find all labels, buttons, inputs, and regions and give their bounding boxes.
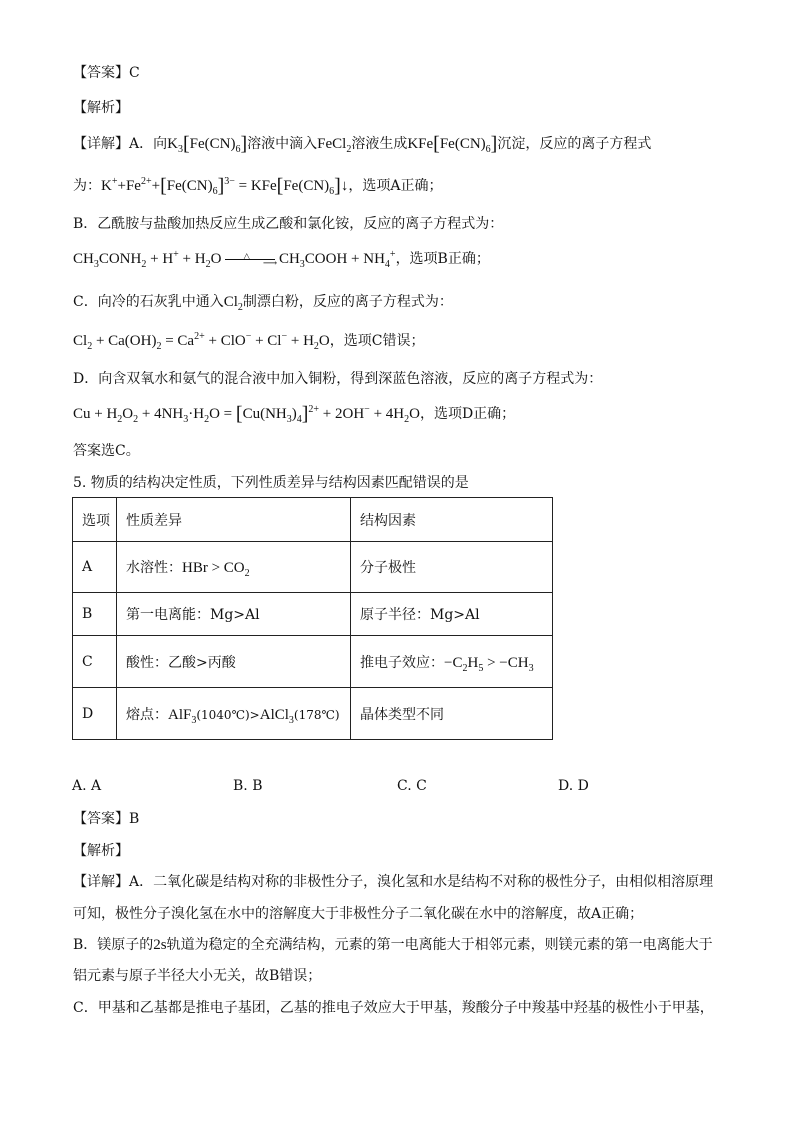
row-factor: [351, 636, 553, 688]
row-option: C: [73, 636, 117, 688]
equation-c: $Cl_2 + Ca(OH)_2 = Ca^{2+} + ClO^- + Cl^- + H_2O$: [73, 331, 330, 352]
c-text: C．向冷的石灰乳中通入: [73, 294, 224, 310]
row-c-formula: $-C_2H_5 > -CH_3$: [444, 654, 534, 674]
formula-kfefecn6: $KFe[Fe(CN)_6]$: [407, 133, 498, 155]
row-d-v1: (1040℃)>: [196, 707, 260, 722]
analysis-label-2: 【解析】: [73, 843, 129, 859]
row-option: A: [73, 542, 117, 593]
question-5-table: [72, 497, 553, 740]
header-option: 选项: [73, 498, 117, 542]
row-d-formula1: AlF$_3$: [168, 706, 197, 726]
row-factor: 原子半径：Mg>Al: [351, 593, 553, 636]
eq-c-tail: ，选项C错误；: [329, 333, 425, 349]
formula-fecl2: FeCl$_2$: [317, 136, 352, 155]
row-factor: 分子极性: [351, 542, 553, 593]
header-factor: 结构因素: [351, 498, 553, 542]
table-row: [73, 542, 553, 593]
row-property: 酸性：乙酸>丙酸: [117, 636, 351, 688]
row-c-factor: 推电子效应：: [360, 654, 444, 671]
row-a-formula: HBr > $CO_2$: [182, 560, 250, 579]
detail-end: 沉淀，反应的离子方程式: [497, 136, 652, 152]
formula-k3fecn6: $K_3[Fe(CN)_6]$: [167, 133, 248, 155]
row-option: B: [73, 593, 117, 636]
b1a: B．镁原子的: [73, 937, 154, 953]
option-d: D. D: [558, 778, 589, 794]
conclusion: 答案选C。: [73, 443, 140, 459]
row-factor: 晶体类型不同: [351, 688, 553, 740]
detail2-b2: 铝元素与原子半径大小无关，故B错误；: [73, 968, 322, 984]
row-property: [117, 688, 351, 740]
equation-b: $CH_3CONH_2 + H^+ + H_2O$ △ ⟶ $CH_3COOH + NH_4^+$: [73, 249, 396, 270]
row-property: 第一电离能：Mg>Al: [117, 593, 351, 636]
detail-mid2: 溶液生成: [351, 136, 408, 152]
detail-lead: 【详解】A．向: [73, 136, 168, 152]
detail2-a2: 可知，极性分子溴化氢在水中的溶解度大于非极性分子二氧化碳在水中的溶解度，故A正确；: [73, 906, 644, 922]
row-property: [117, 542, 351, 593]
equation-d-line: [73, 404, 515, 424]
detail2-c1: C．甲基和乙基都是推电子基团，乙基的推电子效应大于甲基，羧酸分子中羧基中羟基的极性小于甲基，: [73, 1000, 714, 1016]
equation-c-line: [73, 331, 424, 351]
c-text2: 制漂白粉，反应的离子方程式为：: [242, 294, 453, 310]
option-d-text: D．向含双氧水和氨气的混合液中加入铜粉，得到深蓝色溶液，反应的离子方程式为：: [73, 371, 603, 387]
table-row: [73, 688, 553, 740]
eq-d-tail: ，选项D正确；: [419, 406, 516, 422]
eq-a-tail: ，选项A正确；: [348, 178, 443, 194]
detail-a-line: [73, 134, 651, 154]
eq-b-tail: ，选项B正确；: [395, 251, 490, 267]
heat-arrow-icon: △ ⟶: [225, 259, 275, 260]
b1b: 2s: [153, 937, 167, 953]
detail-mid1: 溶液中滴入: [247, 136, 318, 152]
formula-cl2: $Cl_2$: [223, 294, 243, 313]
equation-d: $Cu + H_2O_2 + 4NH_3\cdot H_2O = [Cu(NH_3)_4]^{2+} + 2OH^- + 4H_2O$: [73, 403, 420, 425]
row-d-prop: 熔点：: [126, 706, 168, 723]
table-row: [73, 636, 553, 688]
option-b-text: B．乙酰胺与盐酸加热反应生成乙酸和氯化铵，反应的离子方程式为：: [73, 216, 504, 232]
detail2-b1: [73, 935, 713, 955]
question-5-stem: 5. 物质的结构决定性质，下列性质差异与结构因素匹配错误的是: [73, 475, 469, 491]
header-property: 性质差异: [117, 498, 351, 542]
detail2-a1: 【详解】A．二氧化碳是结构对称的非极性分子，溴化氢和水是结构不对称的极性分子，由相似相溶原理: [73, 874, 714, 890]
b1c: 轨道为稳定的全充满结构，元素的第一电离能大于相邻元素，则镁元素的第一电离能大于: [166, 937, 713, 953]
option-c: C. C: [397, 778, 427, 794]
row-a-prop: 水溶性：: [126, 560, 182, 576]
answer-label-2: 【答案】B: [73, 811, 140, 827]
answer-label: 【答案】C: [73, 65, 140, 81]
equation-a: $K^++Fe^{2+}+[Fe(CN)_6]^{3-}$ = $KFe[Fe(CN)_6]↓$: [101, 175, 349, 197]
option-b: B. B: [233, 778, 263, 794]
option-a: A. A: [72, 778, 102, 794]
eq-a-lead: 为：: [73, 178, 101, 194]
equation-b-line: [73, 249, 490, 269]
table-row: [73, 593, 553, 636]
row-option: D: [73, 688, 117, 740]
row-d-v2: (178℃): [293, 707, 340, 722]
analysis-label: 【解析】: [73, 100, 129, 116]
equation-a-line: [73, 176, 442, 196]
table-header-row: [73, 498, 553, 542]
row-d-formula2: AlCl$_3$: [259, 706, 294, 726]
option-c-text: [73, 292, 453, 312]
